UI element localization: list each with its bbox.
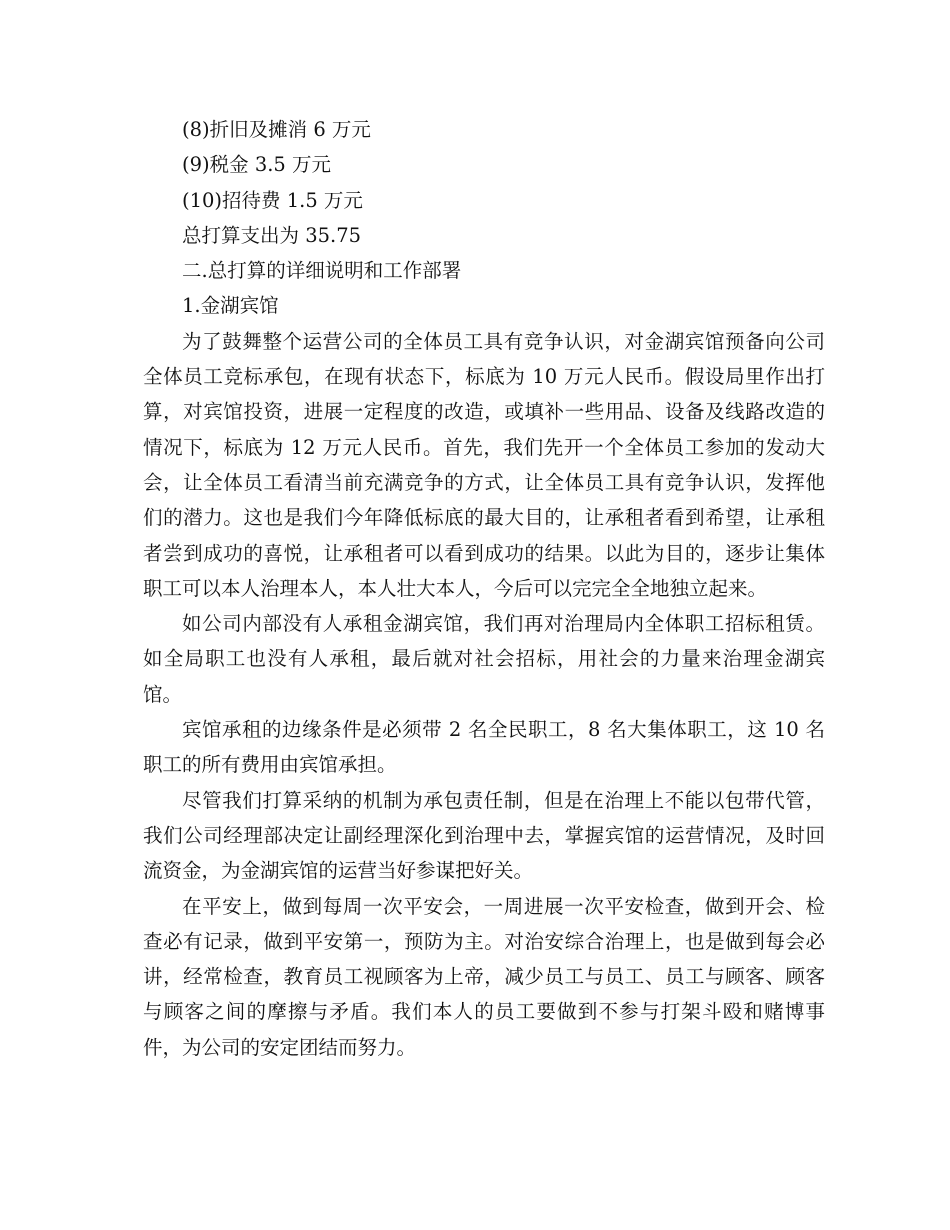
budget-total: 总打算支出为 35.75 (182, 223, 362, 247)
document-page (143, 112, 825, 1065)
paragraph-conditions: 宾馆承租的边缘条件是必须带 2 名全民职工，8 名大集体职工，这 10 名职工的所有费用由宾馆承担。 (143, 718, 825, 777)
budget-item-tax: (9)税金 3.5 万元 (182, 153, 332, 177)
paragraph-management: 尽管我们打算采纳的机制为承包责任制，但是在治理上不能以包带代管，我们公司经理部决定让副经理深化到治理中去，掌握宾馆的运营情况，及时回流资金，为金湖宾馆的运营当好参谋把好关。 (143, 788, 825, 883)
paragraph-tender: 如公司内部没有人承租金湖宾馆，我们再对治理局内全体职工招标租赁。如全局职工也没有人承租，最后就对社会招标，用社会的力量来治理金湖宾馆。 (143, 612, 825, 706)
budget-item-depreciation: (8)折旧及摊消 6 万元 (182, 118, 371, 141)
subsection-heading: 1.金湖宾馆 (182, 294, 279, 318)
section-heading: 二.总打算的详细说明和工作部署 (182, 259, 462, 283)
paragraph-bidding: 为了鼓舞整个运营公司的全体员工具有竞争认识，对金湖宾馆预备向公司全体员工竞标承包，在现有状态下，标底为 10 万元人民币。假设局里作出打算，对宾馆投资，进展一定程度的改造，或填补一些用品、设备及线路改造的情况下，标底为 12 万元人民币。首先，我们先开一个全体员工参加的发动大会，让全体员工看清当前充满竞争的方式，让全体员工具有竞争认识，发挥他们的潜力。这也是我们今年降低标底的最大目的，让承租者看到希望，让承租者尝到成功的喜悦，让承租者可以看到成功的结果。以此为目的，逐步让集体职工可以本人治理本人，本人壮大本人，今后可以完完全全地独立起来。 (143, 329, 825, 600)
budget-item-entertainment: (10)招待费 1.5 万元 (182, 188, 363, 212)
paragraph-safety: 在平安上，做到每周一次平安会，一周进展一次平安检查，做到开会、检查必有记录，做到平安第一，预防为主。对治安综合治理上，也是做到每会必讲，经常检查，教育员工视顾客为上帝，减少员工与员工、员工与顾客、顾客与顾客之间的摩擦与矛盾。我们本人的员工要做到不参与打架斗殴和赌博事件，为公司的安定团结而努力。 (143, 894, 825, 1059)
